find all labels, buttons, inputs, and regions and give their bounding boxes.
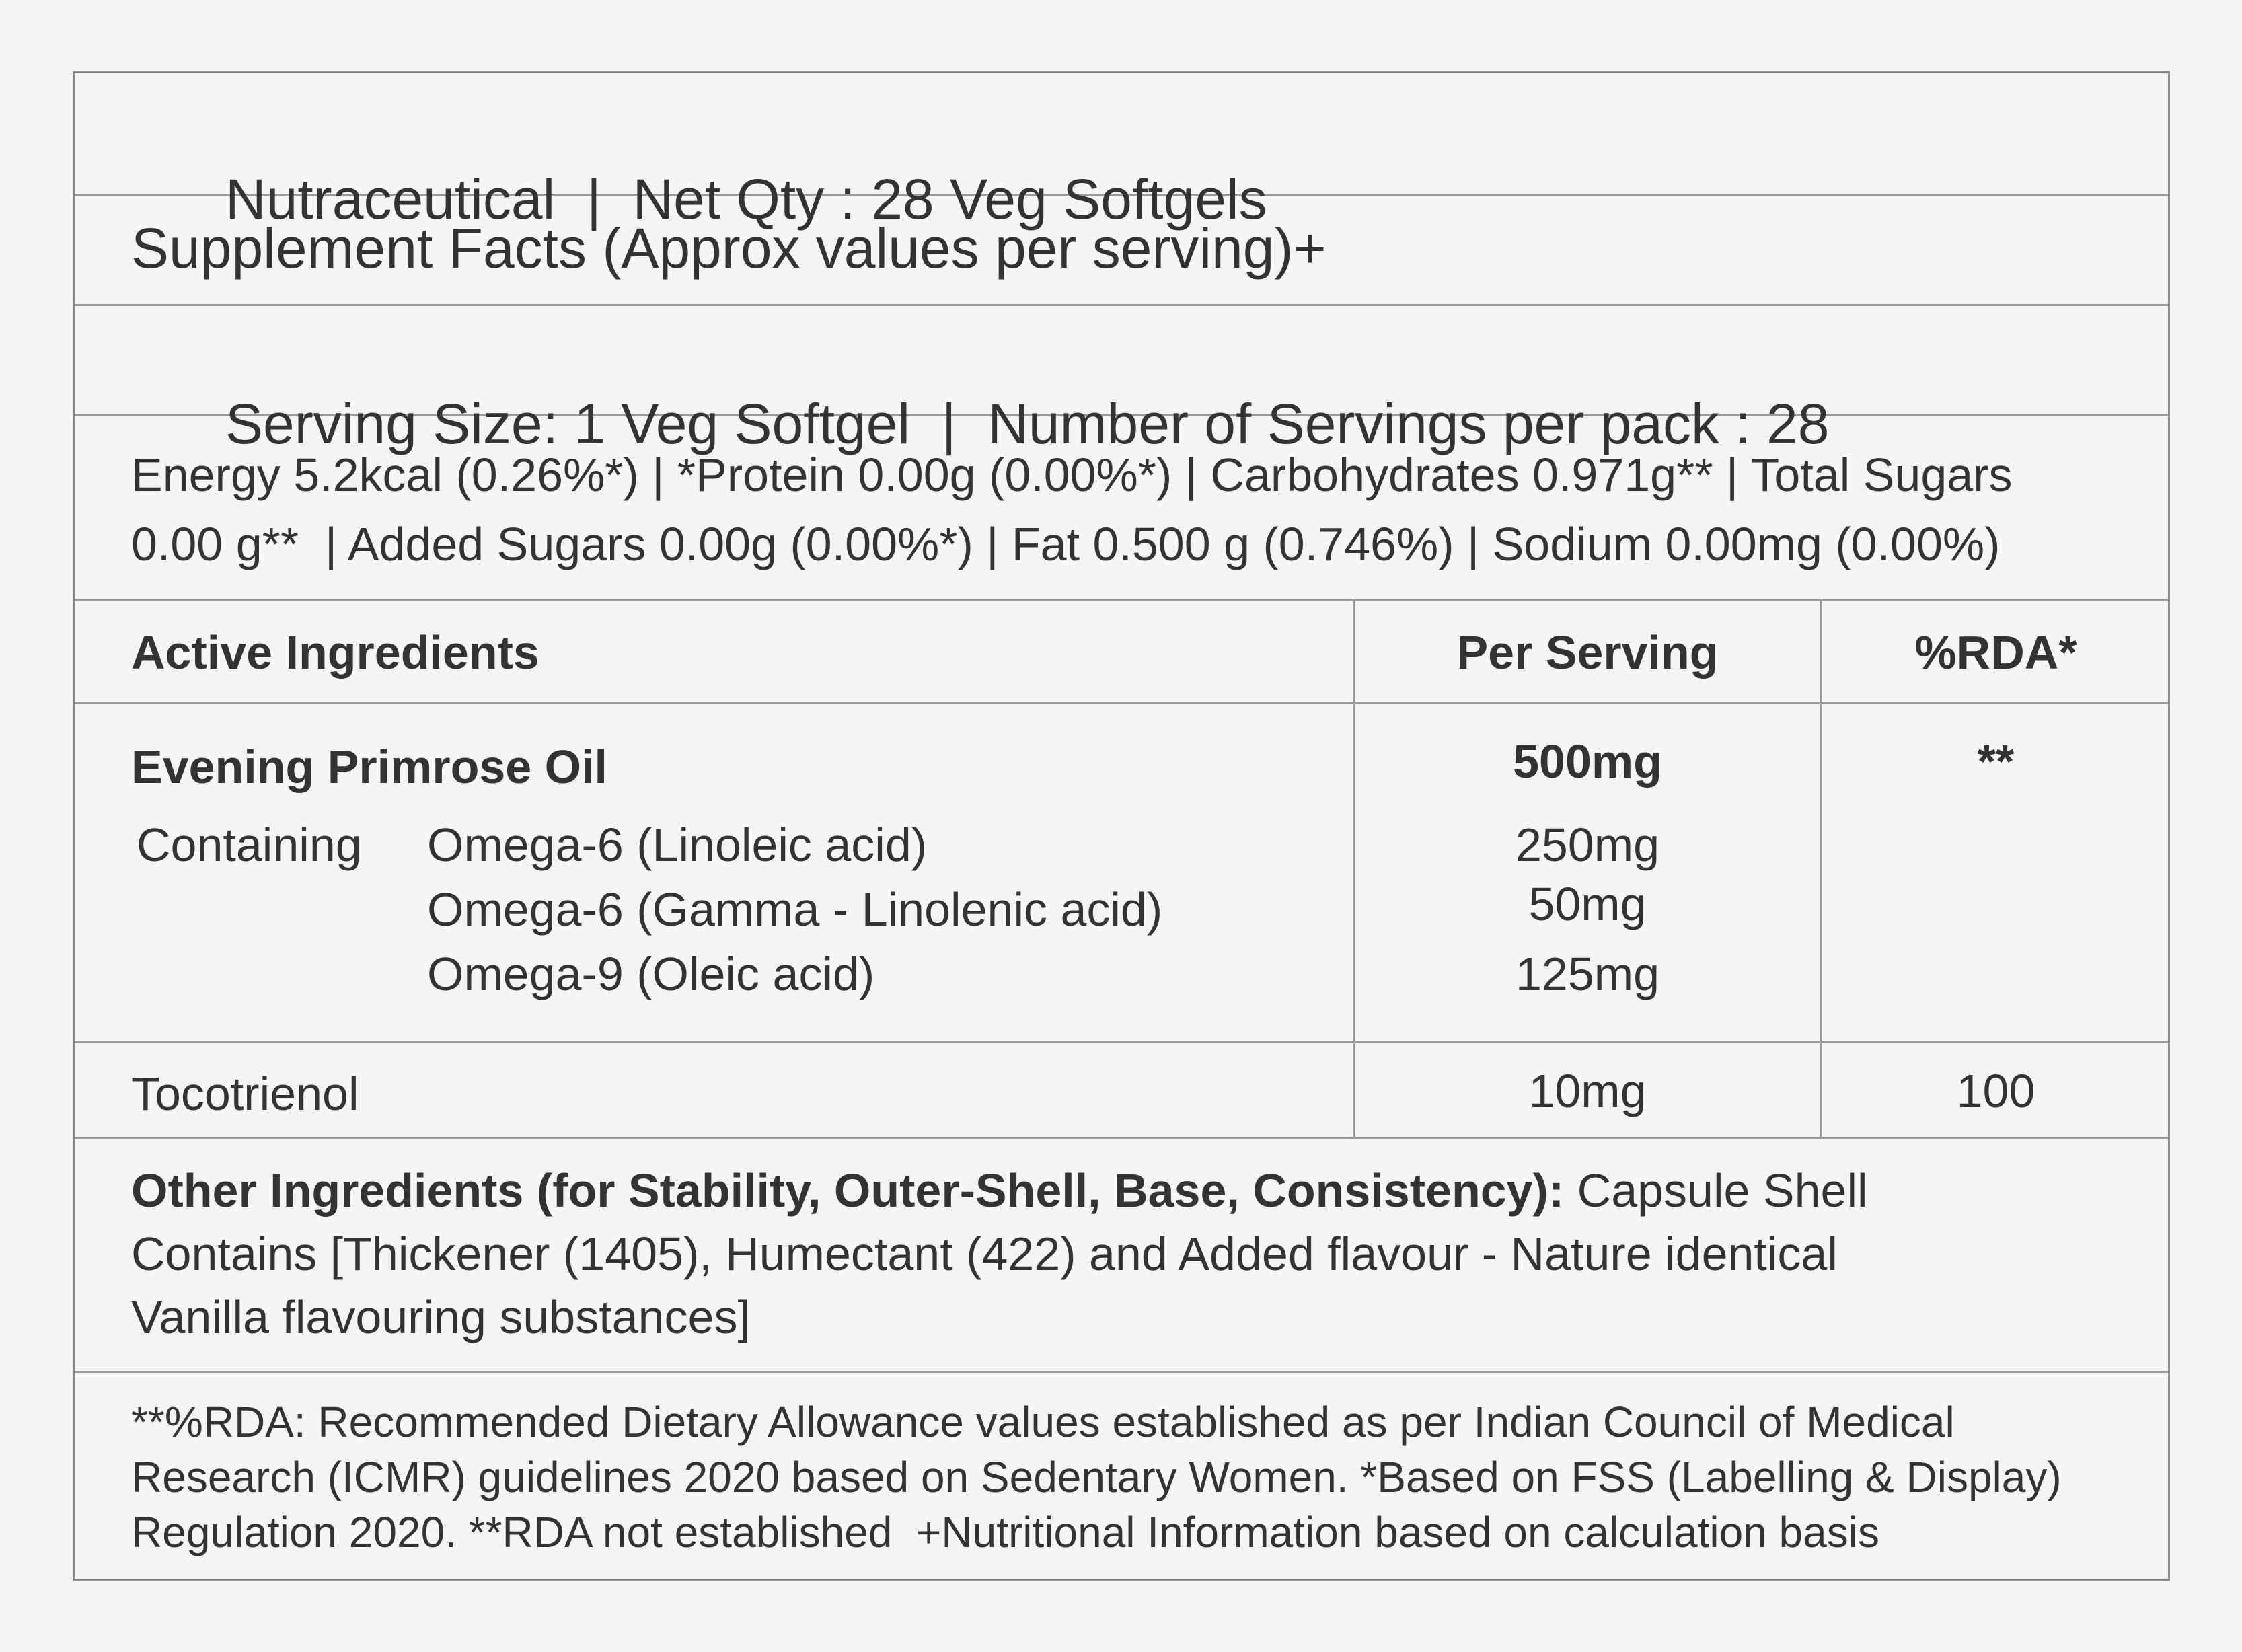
nutrition-row — [75, 416, 2168, 601]
header-rda: %RDA* — [1914, 626, 2077, 679]
serving-separator: | — [941, 391, 957, 455]
tocotrienol-rda: 100 — [1956, 1065, 2035, 1117]
primrose-row — [75, 704, 2168, 1043]
nutrition-line-1: Energy 5.2kcal (0.26%*) | *Protein 0.00g (0.00%*) | Carbohydrates 0.971g** | Total Sugars — [131, 449, 2013, 501]
product-category: Nutraceutical — [225, 167, 556, 231]
tocotrienol-amount: 10mg — [1528, 1065, 1647, 1117]
supplement-facts-row — [75, 196, 2168, 306]
component-amount: 125mg — [1515, 948, 1660, 1000]
other-ingredients-row — [75, 1139, 2168, 1373]
other-ingredients-line-3: Vanilla flavouring substances] — [131, 1291, 751, 1343]
header-separator: | — [586, 167, 601, 231]
other-ingredients-text: Capsule Shell — [1564, 1164, 1868, 1217]
tocotrienol-name: Tocotrienol — [131, 1067, 359, 1120]
component-amount: 50mg — [1528, 878, 1647, 930]
component-name: Omega-6 (Gamma - Linolenic acid) — [427, 883, 1163, 936]
supplement-facts-title: Supplement Facts (Approx values per serving)+ — [131, 217, 1326, 280]
net-quantity: Net Qty : 28 Veg Softgels — [632, 167, 1267, 231]
header-active-ingredients: Active Ingredients — [131, 626, 539, 679]
other-ingredients-line-1 — [131, 1156, 1868, 1226]
component-amount: 250mg — [1515, 819, 1660, 871]
footnote-line-3: Regulation 2020. **RDA not established +Nutritional Information based on calculation basis — [131, 1508, 1879, 1556]
component-name: Omega-6 (Linoleic acid) — [427, 819, 928, 871]
primrose-name: Evening Primrose Oil — [131, 741, 607, 793]
supplement-facts-label — [73, 71, 2170, 1581]
primrose-amount: 500mg — [1513, 735, 1662, 788]
primrose-rda: ** — [1977, 735, 2015, 788]
containing-label: Containing — [137, 819, 362, 871]
other-ingredients-line-2: Contains [Thickener (1405), Humectant (422) and Added flavour - Nature identical — [131, 1228, 1838, 1280]
footnote-line-1: **%RDA: Recommended Dietary Allowance values established as per Indian Council of Medical — [131, 1398, 1955, 1446]
header-per-serving: Per Serving — [1456, 626, 1719, 679]
servings-per-pack: Number of Servings per pack : 28 — [987, 391, 1830, 455]
nutrition-line-2: 0.00 g** | Added Sugars 0.00g (0.00%*) | Fat 0.500 g (0.746%) | Sodium 0.00mg (0.00%) — [131, 518, 2001, 570]
serving-row — [75, 306, 2168, 455]
table-header-row — [75, 601, 2168, 704]
tocotrienol-row — [75, 1043, 2168, 1139]
component-name: Omega-9 (Oleic acid) — [427, 948, 875, 1000]
footnote-line-2: Research (ICMR) guidelines 2020 based on Sedentary Women. *Based on FSS (Labelling & Display) — [131, 1453, 2062, 1501]
other-ingredients-label: Other Ingredients (for Stability, Outer-Shell, Base, Consistency): — [131, 1164, 1565, 1217]
serving-size: Serving Size: 1 Veg Softgel — [225, 391, 910, 455]
header-row — [75, 73, 2168, 231]
footnote-row — [75, 1373, 2168, 1579]
